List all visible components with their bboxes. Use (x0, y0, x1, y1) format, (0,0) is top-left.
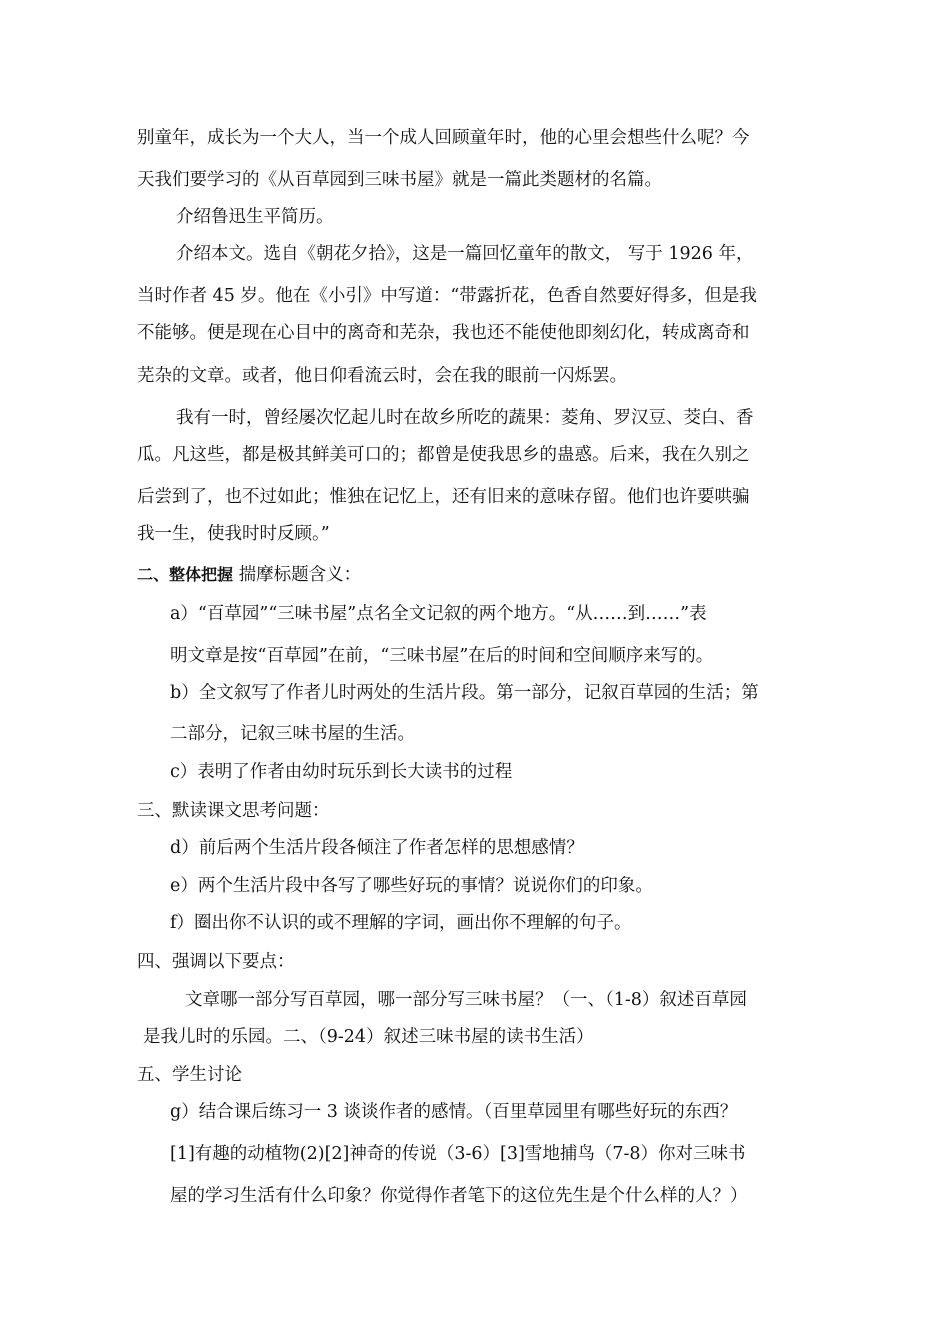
text-line: 后尝到了，也不过如此；惟独在记忆上，还有旧来的意味存留。他们也许要哄骗 (137, 487, 750, 507)
text-line: 我有一时，曾经屡次忆起儿时在故乡所吃的蔬果：菱角、罗汉豆、茭白、香 (176, 408, 754, 428)
section-heading (137, 563, 361, 587)
list-item: [1]有趣的动植物(2)[2]神奇的传说（3-6）[3]雪地捕鸟（7-8）你对三味书 (170, 1144, 746, 1164)
text-line: 当时作者 45 岁。他在《小引》中写道：“带露折花，色香自然要好得多，但是我 (137, 286, 757, 306)
text-line: 介绍本文。选自《朝花夕拾》，这是一篇回忆童年的散文， 写于 1926 年， (176, 244, 754, 264)
text-line: 我一生，使我时时反顾。” (137, 524, 330, 544)
list-item: f）圈出你不认识的或不理解的字词，画出你不理解的句子。 (170, 913, 632, 933)
section-heading: 五、学生讨论 (137, 1065, 242, 1085)
section-heading-text: 揣摩标题含义： (233, 565, 362, 585)
section-heading: 三、默读课文思考问题： (137, 801, 330, 821)
list-item: c）表明了作者由幼时玩乐到长大读书的过程 (170, 762, 513, 782)
section-heading: 四、强调以下要点： (137, 952, 295, 972)
text-line: 天我们要学习的《从百草园到三味书屋》就是一篇此类题材的名篇。 (137, 170, 662, 190)
list-item: a）“百草园”“三味书屋”点名全文记叙的两个地方。“从……到……”表 (170, 604, 707, 624)
list-item: 明文章是按“百草园”在前，“三味书屋”在后的时间和空间顺序来写的。 (170, 646, 714, 666)
section-heading-bold: 二、整体把握 (137, 565, 234, 584)
text-line: 芜杂的文章。或者，他日仰看流云时，会在我的眼前一闪烁罢。 (137, 366, 627, 386)
list-item: b）全文叙写了作者儿时两处的生活片段。第一部分，记叙百草园的生活；第 (170, 683, 759, 703)
list-item: e）两个生活片段中各写了哪些好玩的事情？说说你们的印象。 (170, 876, 653, 896)
text-line: 介绍鲁迅生平简历。 (176, 207, 334, 227)
list-item: 屋的学习生活有什么印象？你觉得作者笔下的这位先生是个什么样的人？） (170, 1186, 748, 1206)
list-item: g）结合课后练习一 3 谈谈作者的感情。（百里草园里有哪些好玩的东西？ (170, 1102, 738, 1122)
text-line: 不能够。便是现在心目中的离奇和芜杂，我也还不能使他即刻幻化，转成离奇和 (137, 323, 750, 343)
text-line: 是我儿时的乐园。二、（9-24）叙述三味书屋的读书生活） (143, 1027, 594, 1047)
list-item: 二部分，记叙三味书屋的生活。 (170, 724, 415, 744)
list-item: d）前后两个生活片段各倾注了作者怎样的思想感情？ (170, 838, 584, 858)
text-line: 别童年，成长为一个大人，当一个成人回顾童年时，他的心里会想些什么呢？今 (137, 128, 750, 148)
text-line: 瓜。凡这些，都是极其鲜美可口的；都曾是使我思乡的蛊惑。后来，我在久别之 (137, 445, 750, 465)
text-line: 文章哪一部分写百草园，哪一部分写三味书屋？（一、（1-8）叙述百草园 (185, 990, 747, 1010)
